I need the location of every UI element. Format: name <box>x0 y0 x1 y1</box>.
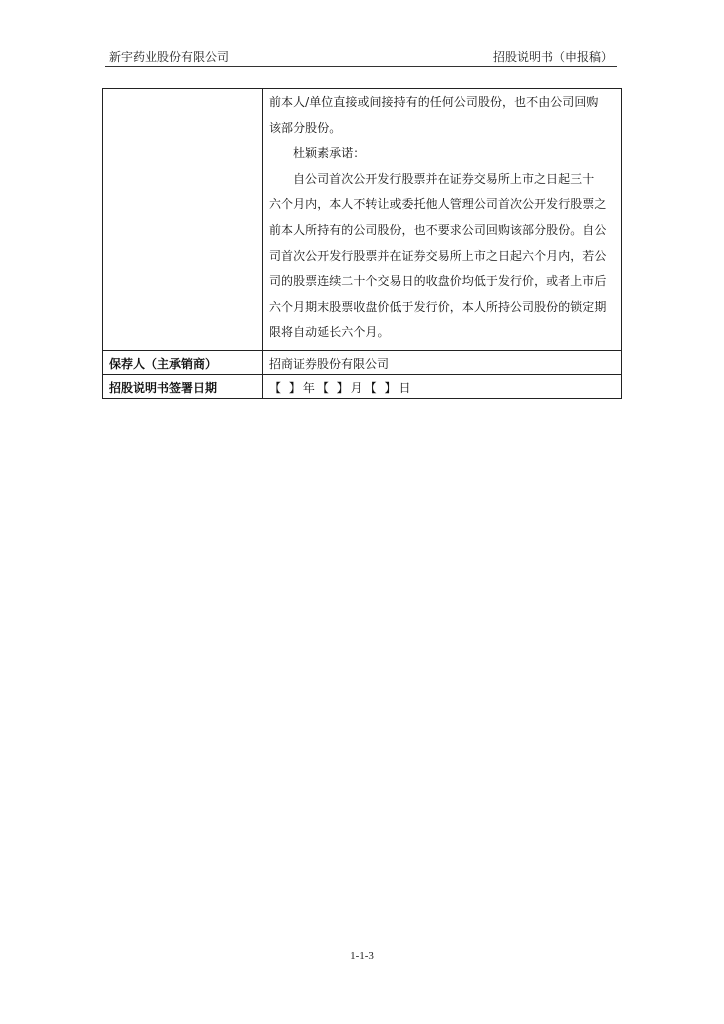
text-line: 自公司首次公开发行股票并在证券交易所上市之日起三十 <box>293 171 595 186</box>
text-line: 前本人/单位直接或间接持有的任何公司股份，也不由公司回购 <box>269 95 599 109</box>
prospectus-summary-table <box>102 88 622 399</box>
sponsor-label: 保荐人（主承销商） <box>103 350 263 374</box>
lockup-commitment-cell <box>263 89 622 351</box>
sign-date-label: 招股说明书签署日期 <box>103 374 263 398</box>
table-row-lockup-commitments <box>103 89 622 351</box>
text-line: 六个月内，本人不转让或委托他人管理公司首次公开发行股票之 <box>269 197 607 212</box>
table-row-sponsor <box>103 350 622 374</box>
table-row-sign-date <box>103 374 622 398</box>
sign-date-value: 【 】年【 】月【 】日 <box>263 374 622 398</box>
header-divider <box>105 66 617 67</box>
header-document-title: 招股说明书（申报稿） <box>492 50 613 64</box>
commitment-person-heading: 杜颖素承诺： <box>293 146 366 161</box>
table-label-empty <box>103 89 263 351</box>
text-line: 司的股票连续二十个交易日的收盘价均低于发行价，或者上市后 <box>269 274 607 289</box>
header-company-name: 新宇药业股份有限公司 <box>109 50 230 64</box>
text-line: 司首次公开发行股票并在证券交易所上市之日起六个月内，若公 <box>269 248 607 263</box>
text-line: 限将自动延长六个月。 <box>269 325 390 340</box>
text-line: 六个月期末股票收盘价低于发行价，本人所持公司股份的锁定期 <box>269 299 607 314</box>
page-number: 1-1-3 <box>350 950 374 962</box>
sponsor-value: 招商证券股份有限公司 <box>263 350 622 374</box>
text-line: 前本人所持有的公司股份，也不要求公司回购该部分股份。自公 <box>269 222 607 237</box>
page-header <box>107 48 617 66</box>
text-line: 该部分股份。 <box>269 120 342 135</box>
